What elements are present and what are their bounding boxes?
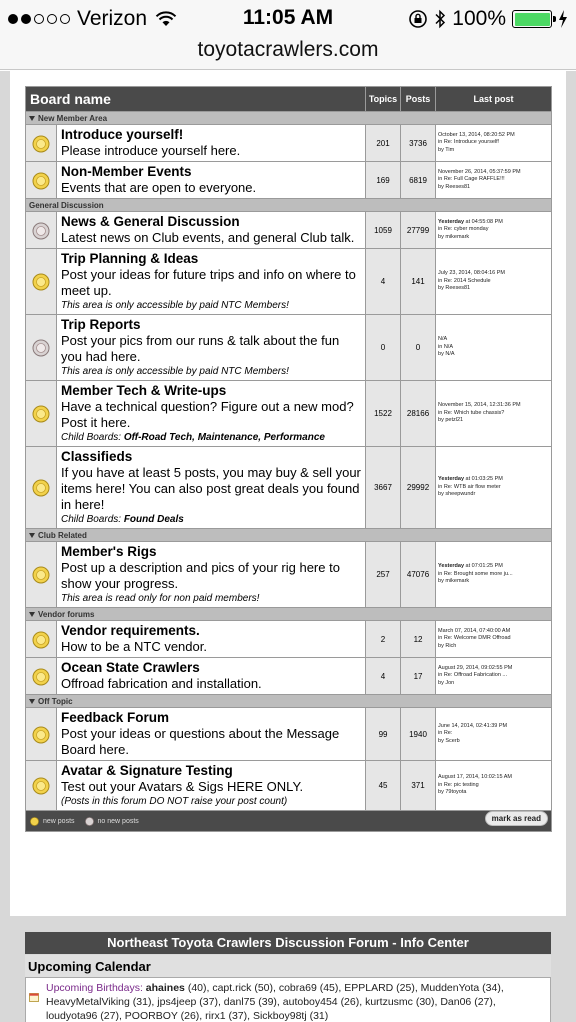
topic-count: 1059 [366, 212, 401, 249]
post-count: 12 [401, 621, 436, 658]
last-post-time: October 13, 2014, 08:20:52 PM [438, 131, 515, 138]
upcoming-calendar-body [25, 978, 551, 1022]
forum-icon-cell [26, 381, 57, 447]
last-post-topic-link[interactable]: in Re: Introduce yourself! [438, 139, 500, 146]
address-bar[interactable]: toyotacrawlers.com [0, 36, 576, 70]
last-post-date [438, 476, 551, 484]
icon-legend [26, 811, 485, 831]
last-post-topic-link[interactable]: in Re: Full Cage RAFFLE!!! [438, 176, 505, 183]
last-post-author-link[interactable]: by N/A [438, 351, 455, 358]
new-posts-icon [32, 405, 50, 423]
forum-icon-cell [26, 542, 57, 608]
last-post-time: June 14, 2014, 02:41:39 PM [438, 722, 508, 729]
collapse-triangle-icon[interactable] [29, 116, 35, 121]
last-post-date [438, 132, 551, 140]
new-posts-icon [32, 668, 50, 686]
last-post-day: Yesterday [438, 218, 465, 225]
forum-note: (Posts in this forum DO NOT raise your post count) [61, 796, 288, 807]
post-count: 29992 [401, 447, 436, 529]
post-count: 371 [401, 761, 436, 811]
category-header[interactable] [26, 112, 552, 125]
forum-icon-cell [26, 249, 57, 315]
forum-row [26, 658, 552, 695]
category-header[interactable] [26, 529, 552, 542]
post-count: 0 [401, 315, 436, 381]
board-header-row [26, 87, 552, 112]
child-boards [61, 431, 361, 444]
last-post-date [438, 219, 551, 227]
last-post-date [438, 336, 551, 344]
last-post-topic-link[interactable]: in Re: pic testing [438, 781, 479, 788]
forum-info-cell [57, 761, 366, 811]
last-post-cell [436, 447, 552, 529]
last-post-topic-link[interactable]: in N/A [438, 343, 453, 350]
last-post-cell [436, 708, 552, 761]
last-post-time: August 29, 2014, 09:02:55 PM [438, 664, 513, 671]
last-post-topic-link[interactable]: in Re: 2014 Schedule [438, 277, 491, 284]
last-post-date [438, 774, 551, 782]
last-post-time: November 26, 2014, 05:37:59 PM [438, 168, 521, 175]
collapse-triangle-icon[interactable] [29, 612, 35, 617]
last-post-topic-link[interactable]: in Re: Offroad Fabrication ... [438, 672, 508, 679]
charging-icon [558, 10, 568, 28]
forum-row [26, 621, 552, 658]
category-header[interactable] [26, 608, 552, 621]
category-header[interactable] [26, 199, 552, 212]
last-post-author-link[interactable]: by mikemark [438, 233, 470, 240]
last-post-cell [436, 249, 552, 315]
forum-info-cell [57, 315, 366, 381]
last-post-date [438, 665, 551, 673]
forum-info-cell [57, 212, 366, 249]
topic-count: 2 [366, 621, 401, 658]
last-post-time: August 17, 2014, 10:02:15 AM [438, 774, 513, 781]
last-post-time: at 07:01:25 PM [464, 563, 503, 570]
collapse-triangle-icon[interactable] [29, 699, 35, 704]
last-post-cell [436, 621, 552, 658]
category-title[interactable]: General Discussion [29, 200, 104, 210]
topic-count: 0 [366, 315, 401, 381]
board-footer [26, 811, 552, 832]
board-index-table [25, 86, 552, 832]
forum-name-link[interactable]: Feedback Forum [61, 710, 170, 725]
mark-as-read-button[interactable]: mark as read [485, 811, 548, 826]
last-post-date [438, 270, 551, 278]
forum-access-note: This area is only accessible by paid NTC Members! [61, 300, 289, 311]
last-post-day: Yesterday [438, 476, 465, 483]
last-post-author-link[interactable]: by mikemark [438, 578, 470, 585]
forum-row [26, 447, 552, 529]
topics-header: Topics [366, 87, 401, 112]
category-title[interactable]: Vendor forums [38, 609, 95, 619]
post-count: 17 [401, 658, 436, 695]
last-post-time: at 04:55:08 PM [464, 218, 503, 225]
last-post-topic-link[interactable]: in Re: [438, 730, 453, 737]
forum-description: Test out your Avatars & Sigs HERE ONLY. [61, 779, 304, 794]
forum-name-link[interactable]: Vendor requirements. [61, 623, 200, 638]
last-post-date [438, 563, 551, 571]
last-post-header: Last post [436, 87, 552, 112]
forum-icon-cell [26, 315, 57, 381]
forum-description: Events that are open to everyone. [61, 180, 257, 195]
last-post-cell [436, 212, 552, 249]
birthday-first-user[interactable]: ahaines [145, 982, 185, 994]
last-post-author-link[interactable]: by Jon [438, 679, 455, 686]
new-posts-icon [32, 726, 50, 744]
forum-row [26, 381, 552, 447]
topic-count: 201 [366, 125, 401, 162]
forum-name-link[interactable]: Member's Rigs [61, 544, 157, 559]
category-row[interactable] [26, 608, 552, 621]
forum-description: Offroad fabrication and installation. [61, 676, 262, 691]
forum-description: Latest news on Club events, and general Club talk. [61, 230, 355, 245]
forum-description: How to be a NTC vendor. [61, 639, 207, 654]
last-post-author-link[interactable]: by Scerb [438, 737, 460, 744]
last-post-author-link[interactable]: by 79toyota [438, 789, 467, 796]
forum-info-cell [57, 708, 366, 761]
forum-info-cell [57, 621, 366, 658]
forum-description: Post your pics from our runs & talk about the fun you had here. [61, 333, 340, 364]
battery-icon [512, 10, 552, 28]
last-post-cell [436, 315, 552, 381]
forum-icon-cell [26, 761, 57, 811]
last-post-time: November 15, 2014, 12:31:36 PM [438, 402, 521, 409]
category-row[interactable] [26, 695, 552, 708]
forum-icon-cell [26, 162, 57, 199]
forum-name-link[interactable]: Avatar & Signature Testing [61, 763, 233, 778]
last-post-date [438, 402, 551, 410]
forum-description: Post up a description and pics of your rig here to show your progress. [61, 560, 340, 591]
new-posts-icon [32, 631, 50, 649]
forum-name-link[interactable]: Member Tech & Write-ups [61, 383, 227, 398]
topic-count: 4 [366, 658, 401, 695]
status-bar [0, 0, 576, 36]
category-header[interactable] [26, 695, 552, 708]
topic-count: 45 [366, 761, 401, 811]
board-footer-row [26, 811, 552, 832]
forum-icon-cell [26, 212, 57, 249]
forum-row [26, 542, 552, 608]
collapse-triangle-icon[interactable] [29, 533, 35, 538]
forum-row [26, 162, 552, 199]
calendar-icon [29, 992, 39, 1002]
legend-no-new-posts: no new posts [97, 817, 139, 825]
forum-access-note: This area is only accessible by paid NTC Members! [61, 366, 289, 377]
child-boards [61, 513, 361, 526]
forum-info-cell [57, 658, 366, 695]
new-posts-icon [32, 566, 50, 584]
topic-count: 99 [366, 708, 401, 761]
topic-count: 4 [366, 249, 401, 315]
carrier-name: Verizon [77, 7, 148, 30]
last-post-topic-link[interactable]: in Re: Brought some more ju... [438, 570, 513, 577]
last-post-author-link[interactable]: by Reeses81 [438, 285, 471, 292]
forum-row [26, 708, 552, 761]
bluetooth-icon [434, 9, 446, 29]
birthdays-label: Upcoming Birthdays: [46, 982, 143, 994]
no-new-posts-icon [32, 222, 50, 240]
forum-name-link[interactable]: Trip Reports [61, 317, 141, 332]
forum-info-cell [57, 381, 366, 447]
topic-count: 3667 [366, 447, 401, 529]
forum-row [26, 761, 552, 811]
last-post-time: March 07, 2014, 07:40:00 AM [438, 627, 511, 634]
forum-description: Post your ideas or questions about the Message Board here. [61, 726, 340, 757]
new-posts-icon [32, 479, 50, 497]
category-row[interactable] [26, 199, 552, 212]
child-boards-links[interactable]: Found Deals [123, 514, 184, 525]
category-row[interactable] [26, 112, 552, 125]
forum-name-link[interactable]: News & General Discussion [61, 214, 240, 229]
category-title[interactable]: Off Topic [38, 696, 73, 706]
new-posts-icon [32, 273, 50, 291]
forum-description: Please introduce yourself here. [61, 143, 241, 158]
forum-row [26, 125, 552, 162]
last-post-author-link[interactable]: by Rich [438, 642, 457, 649]
forum-description: If you have at least 5 posts, you may buy & sell your items here! You can also post great deals you found in here! [61, 465, 361, 512]
forum-description: Have a technical question? Figure out a new mod? Post it here. [61, 399, 354, 430]
last-post-date [438, 628, 551, 636]
forum-row [26, 249, 552, 315]
forum-icon-cell [26, 447, 57, 529]
clock: 11:05 AM [242, 6, 334, 29]
child-boards-label: Child Boards: [61, 432, 124, 443]
last-post-time: at 01:03:25 PM [464, 476, 503, 483]
new-posts-icon [32, 135, 50, 153]
last-post-time: N/A [438, 336, 448, 343]
no-new-posts-icon [85, 817, 94, 826]
topic-count: 169 [366, 162, 401, 199]
last-post-day: Yesterday [438, 563, 465, 570]
forum-access-note: This area is read only for non paid members! [61, 593, 260, 604]
forum-icon-cell [26, 658, 57, 695]
last-post-topic-link[interactable]: in Re: WTB air flow meter [438, 483, 501, 490]
rotation-lock-icon [408, 9, 428, 29]
category-title[interactable]: Club Related [38, 530, 87, 540]
no-new-posts-icon [32, 339, 50, 357]
legend-new-posts: new posts [43, 817, 75, 825]
forum-name-link[interactable]: Non-Member Events [61, 164, 192, 179]
post-count: 141 [401, 249, 436, 315]
post-count: 1940 [401, 708, 436, 761]
last-post-topic-link[interactable]: in Re: Which tube chassis? [438, 409, 505, 416]
topic-count: 257 [366, 542, 401, 608]
forum-info-cell [57, 447, 366, 529]
birthday-other-users[interactable]: (40), capt.rick (50), cobra69 (45), EPPLARD (25), MuddenYota (34), HeavyMetalViking (31), jps4jeep (37), danl75 (39), autoboy454 (26), kurtzusmc (30), Dan06 (27), loudyota96 (27), POORBOY (26), rirx1 (37), Sickboy98tj (31) [46, 982, 504, 1022]
last-post-date [438, 169, 551, 177]
board-body [26, 112, 552, 811]
forum-icon-cell [26, 125, 57, 162]
child-boards-label: Child Boards: [61, 514, 124, 525]
forum-row [26, 212, 552, 249]
new-posts-icon [32, 172, 50, 190]
post-count: 47076 [401, 542, 436, 608]
last-post-author-link[interactable]: by petzl21 [438, 417, 464, 424]
forum-name-link[interactable]: Ocean State Crawlers [61, 660, 200, 675]
last-post-author-link[interactable]: by Reeses81 [438, 183, 471, 190]
new-posts-icon [30, 817, 39, 826]
last-post-author-link[interactable]: by Tim [438, 146, 455, 153]
last-post-time: July 23, 2014, 08:04:16 PM [438, 270, 505, 277]
post-count: 6819 [401, 162, 436, 199]
last-post-cell [436, 162, 552, 199]
post-count: 27799 [401, 212, 436, 249]
last-post-cell [436, 381, 552, 447]
forum-row [26, 315, 552, 381]
forum-info-cell [57, 542, 366, 608]
last-post-cell [436, 658, 552, 695]
last-post-topic-link[interactable]: in Re: cyber monday [438, 226, 489, 233]
post-count: 3736 [401, 125, 436, 162]
forum-name-link[interactable]: Classifieds [61, 449, 133, 464]
last-post-cell [436, 542, 552, 608]
last-post-cell [436, 761, 552, 811]
category-row[interactable] [26, 529, 552, 542]
last-post-topic-link[interactable]: in Re: Welcome DMR Offroad [438, 635, 511, 642]
forum-description: Post your ideas for future trips and info on where to meet up. [61, 267, 356, 298]
child-boards-links[interactable]: Off-Road Tech, Maintenance, Performance [123, 432, 325, 443]
category-title[interactable]: New Member Area [38, 113, 108, 123]
forum-icon-cell [26, 708, 57, 761]
last-post-author-link[interactable]: by sheepwundr [438, 491, 476, 498]
board-name-header: Board name [26, 87, 366, 112]
post-count: 28166 [401, 381, 436, 447]
last-post-date [438, 723, 551, 731]
forum-info-cell [57, 249, 366, 315]
forum-info-cell [57, 125, 366, 162]
info-center-title: Northeast Toyota Crawlers Discussion Forum - Info Center [25, 932, 551, 954]
forum-info-cell [57, 162, 366, 199]
forum-name-link[interactable]: Introduce yourself! [61, 127, 184, 142]
status-right [408, 7, 568, 31]
new-posts-icon [32, 777, 50, 795]
topic-count: 1522 [366, 381, 401, 447]
birthday-list [46, 981, 546, 1022]
upcoming-calendar-title[interactable]: Upcoming Calendar [25, 955, 551, 978]
forum-icon-cell [26, 621, 57, 658]
forum-name-link[interactable]: Trip Planning & Ideas [61, 251, 199, 266]
last-post-cell [436, 125, 552, 162]
battery-percent: 100% [452, 7, 506, 30]
posts-header: Posts [401, 87, 436, 112]
